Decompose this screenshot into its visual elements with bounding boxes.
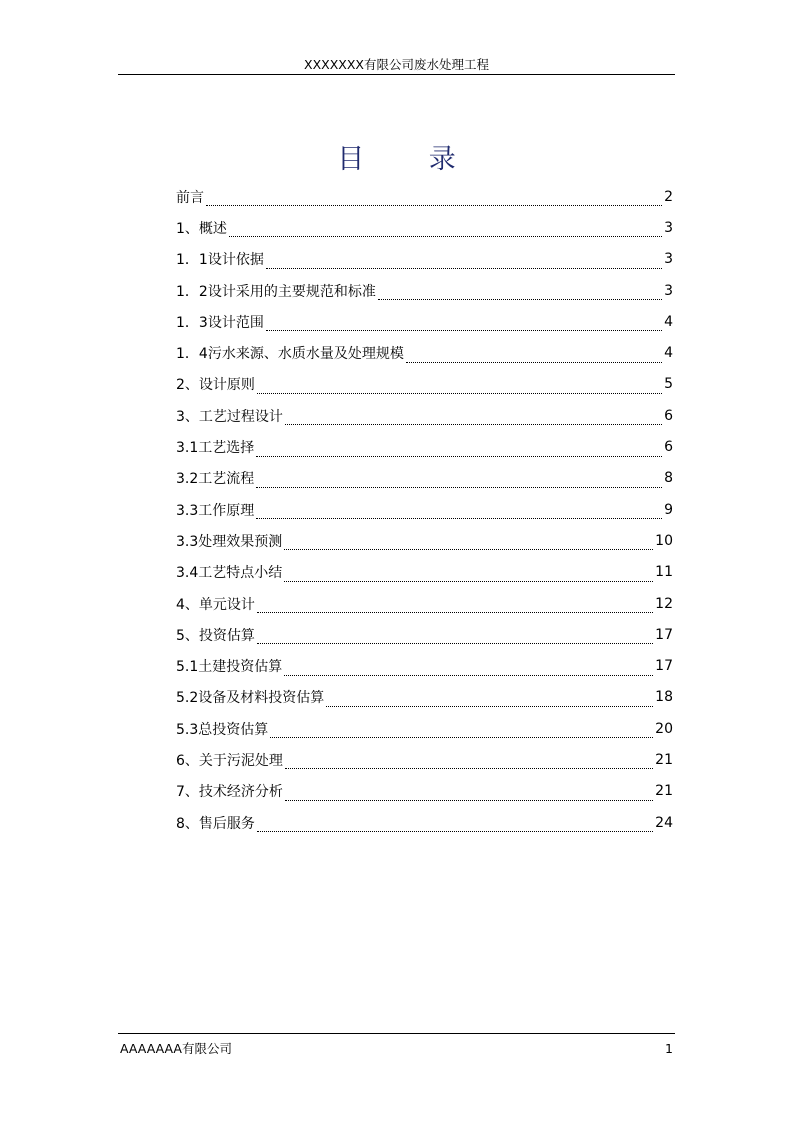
toc-entry-label: 5.2设备及材料投资估算 bbox=[176, 690, 325, 707]
toc-entry-page: 17 bbox=[655, 626, 673, 643]
toc-entry[interactable] bbox=[176, 463, 673, 494]
toc-entry-page: 6 bbox=[664, 439, 673, 456]
toc-entry-label: 1．1设计依据 bbox=[176, 252, 264, 269]
toc-entry-label: 3.3处理效果预测 bbox=[176, 533, 283, 550]
toc-entry[interactable] bbox=[176, 713, 673, 744]
toc-entry[interactable] bbox=[176, 400, 673, 431]
toc-entry-label: 3.3工作原理 bbox=[176, 502, 255, 519]
toc-entry-label: 2、设计原则 bbox=[176, 377, 255, 394]
toc-entry-label: 4、单元设计 bbox=[176, 596, 255, 613]
toc-entry-label: 前言 bbox=[176, 189, 204, 206]
toc-entry[interactable] bbox=[176, 275, 673, 306]
toc-entry-page: 6 bbox=[664, 407, 673, 424]
toc-leader-dots bbox=[206, 195, 662, 206]
toc-entry-page: 24 bbox=[655, 814, 673, 831]
toc-leader-dots bbox=[284, 539, 653, 550]
toc-leader-dots bbox=[229, 226, 662, 237]
toc-entry[interactable] bbox=[176, 557, 673, 588]
toc-entry[interactable] bbox=[176, 494, 673, 525]
toc-leader-dots bbox=[266, 258, 662, 269]
toc-leader-dots bbox=[257, 633, 653, 644]
toc-entry-page: 8 bbox=[664, 470, 673, 487]
toc-entry[interactable] bbox=[176, 431, 673, 462]
page-title: 目 录 bbox=[337, 144, 484, 175]
footer-company: AAAAAAA有限公司 bbox=[120, 1041, 232, 1056]
toc-entry-label: 1．3设计范围 bbox=[176, 314, 264, 331]
toc-leader-dots bbox=[270, 727, 653, 738]
toc-entry-page: 2 bbox=[664, 188, 673, 205]
toc-entry-label: 1、概述 bbox=[176, 220, 227, 237]
toc-leader-dots bbox=[256, 477, 662, 488]
toc-entry-label: 7、技术经济分析 bbox=[176, 784, 283, 801]
toc-leader-dots bbox=[406, 352, 662, 363]
toc-entry-page: 21 bbox=[655, 751, 673, 768]
page-header: XXXXXXX有限公司废水处理工程 bbox=[304, 57, 489, 72]
toc-entry-page: 5 bbox=[664, 376, 673, 393]
toc-entry-page: 9 bbox=[664, 501, 673, 518]
toc-entry-page: 12 bbox=[655, 595, 673, 612]
toc-leader-dots bbox=[285, 758, 653, 769]
toc-entry[interactable] bbox=[176, 776, 673, 807]
toc-entry-label: 5.1土建投资估算 bbox=[176, 659, 283, 676]
toc-entry-label: 5、投资估算 bbox=[176, 627, 255, 644]
toc-entry[interactable] bbox=[176, 181, 673, 212]
toc-entry[interactable] bbox=[176, 744, 673, 775]
header-divider bbox=[118, 74, 675, 75]
toc-entry[interactable] bbox=[176, 244, 673, 275]
toc-entry-label: 3.1工艺选择 bbox=[176, 440, 255, 457]
table-of-contents bbox=[176, 181, 673, 838]
toc-leader-dots bbox=[257, 602, 653, 613]
toc-entry-page: 18 bbox=[655, 689, 673, 706]
toc-entry-label: 1．2设计采用的主要规范和标准 bbox=[176, 283, 376, 300]
toc-entry-page: 10 bbox=[655, 532, 673, 549]
toc-leader-dots bbox=[257, 821, 653, 832]
toc-entry-label: 3.4工艺特点小结 bbox=[176, 565, 283, 582]
toc-entry[interactable] bbox=[176, 588, 673, 619]
toc-entry[interactable] bbox=[176, 525, 673, 556]
toc-entry-label: 3.2工艺流程 bbox=[176, 471, 255, 488]
toc-leader-dots bbox=[378, 289, 662, 300]
toc-leader-dots bbox=[257, 383, 662, 394]
toc-leader-dots bbox=[285, 790, 653, 801]
toc-entry[interactable] bbox=[176, 682, 673, 713]
toc-entry-page: 11 bbox=[655, 564, 673, 581]
toc-entry-page: 3 bbox=[664, 219, 673, 236]
toc-leader-dots bbox=[256, 446, 662, 457]
toc-entry-page: 3 bbox=[664, 282, 673, 299]
footer-page-number: 1 bbox=[665, 1041, 673, 1056]
toc-entry-page: 17 bbox=[655, 658, 673, 675]
toc-leader-dots bbox=[284, 665, 653, 676]
toc-entry-label: 8、售后服务 bbox=[176, 815, 255, 832]
toc-entry-label: 6、关于污泥处理 bbox=[176, 752, 283, 769]
toc-entry-label: 1．4污水来源、水质水量及处理规模 bbox=[176, 346, 404, 363]
toc-entry-page: 21 bbox=[655, 783, 673, 800]
toc-leader-dots bbox=[284, 571, 653, 582]
toc-entry[interactable] bbox=[176, 306, 673, 337]
toc-entry[interactable] bbox=[176, 807, 673, 838]
toc-entry-label: 5.3总投资估算 bbox=[176, 721, 269, 738]
toc-leader-dots bbox=[256, 508, 662, 519]
toc-leader-dots bbox=[285, 414, 662, 425]
toc-entry-page: 4 bbox=[664, 345, 673, 362]
toc-leader-dots bbox=[266, 320, 662, 331]
toc-entry-page: 20 bbox=[655, 720, 673, 737]
toc-leader-dots bbox=[326, 696, 653, 707]
toc-entry[interactable] bbox=[176, 337, 673, 368]
footer-divider bbox=[118, 1033, 675, 1034]
toc-entry-label: 3、工艺过程设计 bbox=[176, 408, 283, 425]
toc-entry-page: 4 bbox=[664, 313, 673, 330]
toc-entry[interactable] bbox=[176, 212, 673, 243]
toc-entry[interactable] bbox=[176, 619, 673, 650]
toc-entry[interactable] bbox=[176, 650, 673, 681]
toc-entry[interactable] bbox=[176, 369, 673, 400]
toc-entry-page: 3 bbox=[664, 251, 673, 268]
